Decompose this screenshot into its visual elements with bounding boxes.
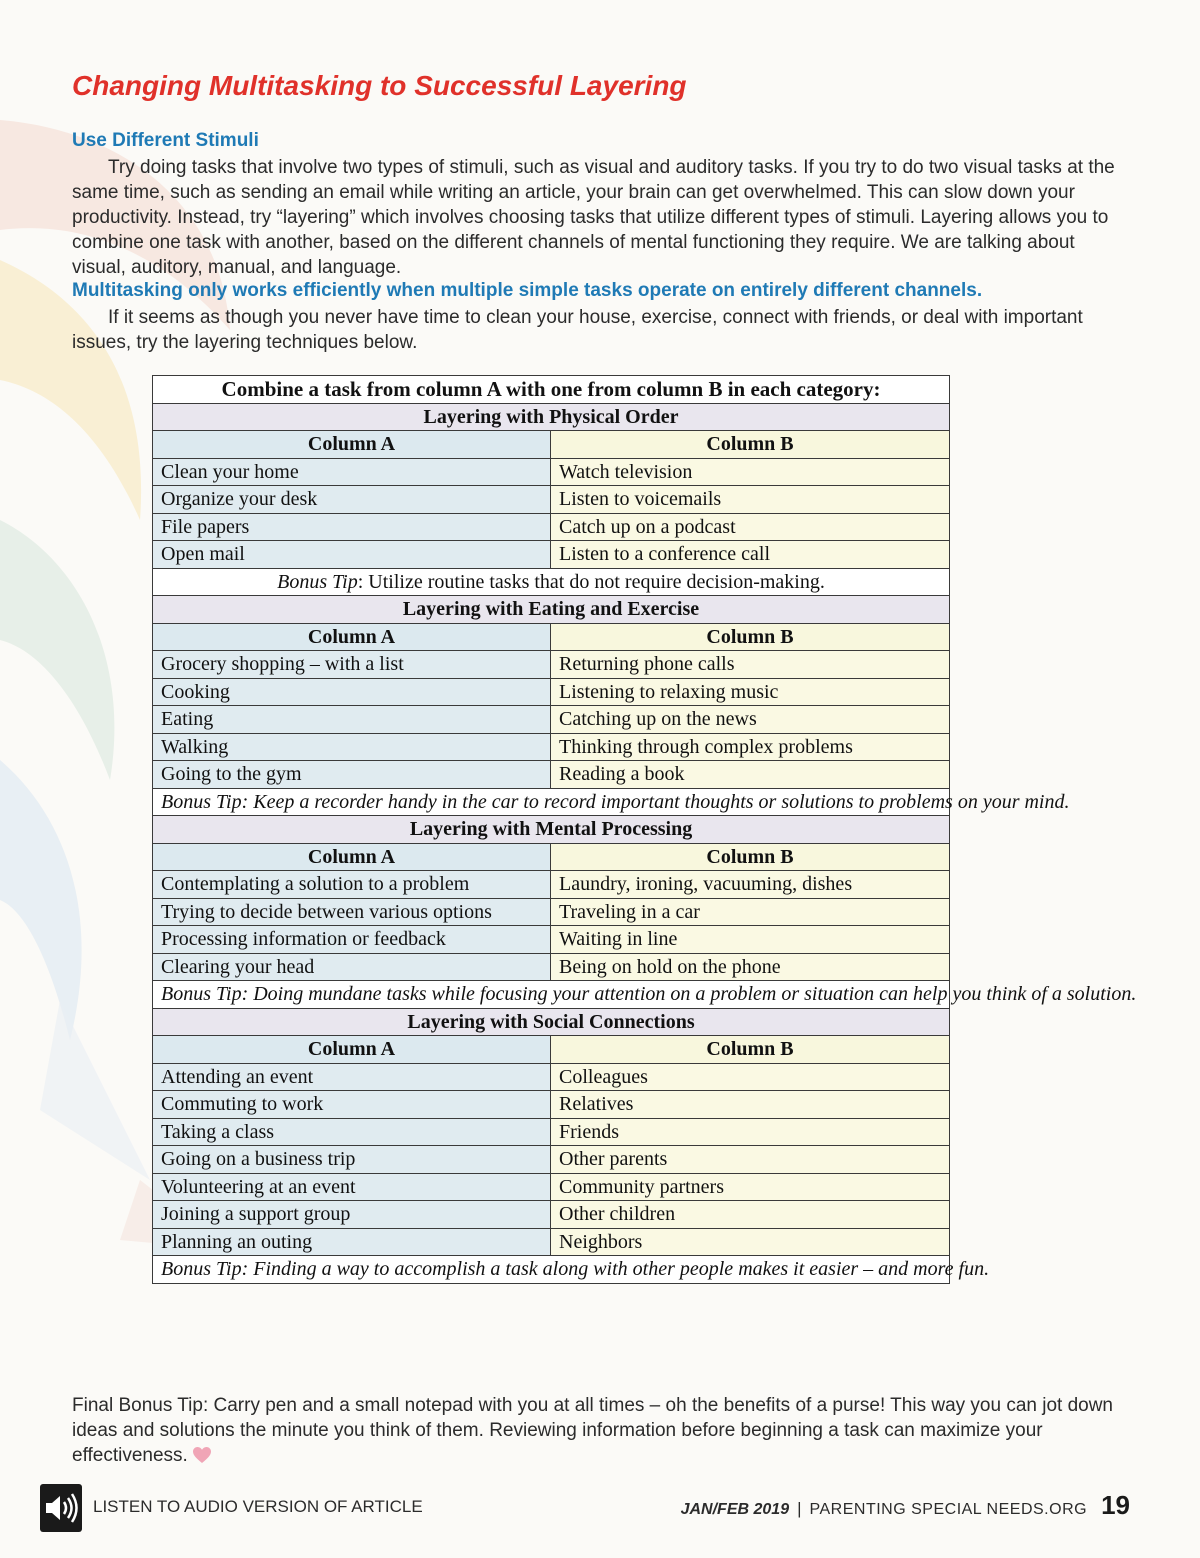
table-row [153,458,950,486]
column-b-header: Column B [551,623,950,651]
column-a-cell: Clearing your head [153,953,551,981]
table-row [153,1118,950,1146]
column-a-cell: Clean your home [153,458,551,486]
column-b-cell: Friends [551,1118,950,1146]
section-title-row [153,816,950,844]
column-b-cell: Returning phone calls [551,651,950,679]
section-title: Layering with Physical Order [153,403,950,431]
bonus-tip: Bonus Tip: Keep a recorder handy in the car to record important thoughts or solutions to problems on your mind. [153,788,950,816]
final-bonus-tip [72,1393,1132,1468]
table-row [153,898,950,926]
bonus-tip-row [153,1256,950,1284]
column-a-header: Column A [153,623,551,651]
table-row [153,651,950,679]
column-a-cell: Taking a class [153,1118,551,1146]
column-a-cell: Attending an event [153,1063,551,1091]
second-paragraph [72,305,1132,355]
bonus-tip-row [153,981,950,1009]
article-title: Changing Multitasking to Successful Layering [72,70,687,101]
table-row [153,761,950,789]
column-b-header: Column B [551,1036,950,1064]
final-bonus-tip-text: Final Bonus Tip: Carry pen and a small notepad with you at all times – oh the benefits of a purse! This way you can jot down ideas and solutions the minute you think of them. Reviewing information before beginning a task can maximize your effectiveness. [72,1395,1114,1466]
section-title: Layering with Mental Processing [153,816,950,844]
column-header-row [153,843,950,871]
column-b-cell: Reading a book [551,761,950,789]
column-a-header: Column A [153,1036,551,1064]
table-row [153,1091,950,1119]
intro-paragraph [72,155,1132,280]
table-row [153,953,950,981]
column-b-cell: Relatives [551,1091,950,1119]
table-header-row [153,376,950,404]
layering-table [152,375,1137,1284]
bonus-tip [153,568,950,596]
table-row [153,733,950,761]
column-b-cell: Neighbors [551,1228,950,1256]
column-b-cell: Watch television [551,458,950,486]
table-row [153,541,950,569]
table-row [153,1201,950,1229]
page-number: 19 [1101,1490,1130,1520]
issue-date: JAN/FEB 2019 [680,1501,790,1518]
column-a-cell: Commuting to work [153,1091,551,1119]
section-title-row [153,403,950,431]
column-a-cell: File papers [153,513,551,541]
column-b-header: Column B [551,843,950,871]
table-row [153,1063,950,1091]
table-header: Combine a task from column A with one from column B in each category: [153,376,950,404]
column-b-cell: Other parents [551,1146,950,1174]
bonus-tip-row [153,568,950,596]
column-b-cell: Catching up on the news [551,706,950,734]
column-a-cell: Planning an outing [153,1228,551,1256]
column-b-cell: Thinking through complex problems [551,733,950,761]
column-header-row [153,623,950,651]
second-paragraph-text: If it seems as though you never have time to clean your house, exercise, connect with friends, or deal with important issues, try the layering techniques below. [72,307,1083,353]
column-a-cell: Grocery shopping – with a list [153,651,551,679]
listen-audio-link[interactable]: LISTEN TO AUDIO VERSION OF ARTICLE [93,1497,423,1516]
column-a-cell: Going to the gym [153,761,551,789]
column-a-cell: Going on a business trip [153,1146,551,1174]
column-a-cell: Volunteering at an event [153,1173,551,1201]
column-a-cell: Cooking [153,678,551,706]
column-a-header: Column A [153,843,551,871]
column-header-row [153,1036,950,1064]
section-title-row [153,1008,950,1036]
heart-icon [192,1446,212,1464]
footer-separator: | [797,1499,802,1518]
bonus-tip: Bonus Tip: Finding a way to accomplish a task along with other people makes it easier – and more fun. [153,1256,950,1284]
column-a-cell: Open mail [153,541,551,569]
table-row [153,486,950,514]
footer-issue-info [681,1490,1130,1521]
bonus-tip: Bonus Tip: Doing mundane tasks while focusing your attention on a problem or situation can help you think of a solution. [153,981,950,1009]
table-row [153,678,950,706]
section-title: Layering with Social Connections [153,1008,950,1036]
column-b-cell: Laundry, ironing, vacuuming, dishes [551,871,950,899]
table-row [153,926,950,954]
column-a-cell: Contemplating a solution to a problem [153,871,551,899]
column-b-cell: Listening to relaxing music [551,678,950,706]
audio-button[interactable] [40,1484,82,1532]
column-a-cell: Joining a support group [153,1201,551,1229]
column-a-cell: Eating [153,706,551,734]
table-row [153,1146,950,1174]
speaker-icon [40,1484,82,1532]
column-b-cell: Listen to voicemails [551,486,950,514]
column-b-cell: Colleagues [551,1063,950,1091]
column-b-header: Column B [551,431,950,459]
column-b-cell: Waiting in line [551,926,950,954]
section-title-row [153,596,950,624]
column-a-cell: Processing information or feedback [153,926,551,954]
column-b-cell: Listen to a conference call [551,541,950,569]
column-header-row [153,431,950,459]
column-b-cell: Community partners [551,1173,950,1201]
column-a-cell: Walking [153,733,551,761]
column-b-cell: Being on hold on the phone [551,953,950,981]
column-b-cell: Catch up on a podcast [551,513,950,541]
intro-paragraph-text: Try doing tasks that involve two types of stimuli, such as visual and auditory tasks. If you try to do two visual tasks at the same time, such as sending an email while writing an article, your brain can get overwhelmed. This can slow down your productivity. Instead, try “layering” which involves choosing tasks that utilize different types of stimuli. Layering allows you to combine one task with another, based on the different channels of mental functioning they require. We are talking about visual, auditory, manual, and language. [72,157,1115,278]
page-footer [40,1484,1140,1534]
site-name: PARENTING SPECIAL NEEDS.ORG [809,1501,1088,1518]
column-a-cell: Trying to decide between various options [153,898,551,926]
bonus-tip-row [153,788,950,816]
section-title: Layering with Eating and Exercise [153,596,950,624]
column-b-cell: Other children [551,1201,950,1229]
column-a-header: Column A [153,431,551,459]
section-subheading: Use Different Stimuli [72,130,259,151]
table-row [153,1228,950,1256]
bonus-tip-text: : Utilize routine tasks that do not require decision-making. [357,570,825,593]
table-row [153,871,950,899]
column-b-cell: Traveling in a car [551,898,950,926]
table-row [153,706,950,734]
table-row [153,1173,950,1201]
emphasis-statement: Multitasking only works efficiently when multiple simple tasks operate on entirely different channels. [72,280,983,301]
column-a-cell: Organize your desk [153,486,551,514]
table-row [153,513,950,541]
bonus-tip-label: Bonus Tip [277,570,358,593]
